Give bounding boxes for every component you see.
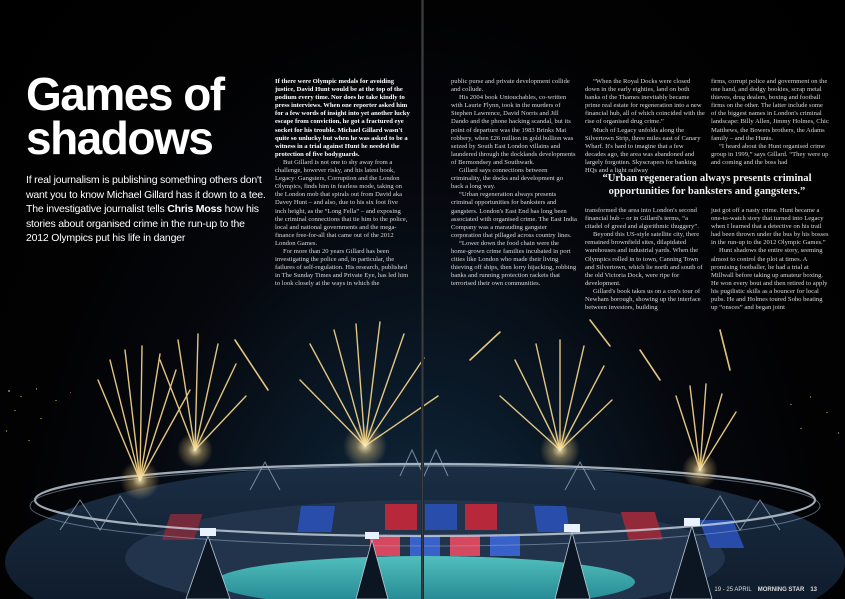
paragraph: just got off a nasty crime. Hunt became a one-to-watch story that turned into Legacy when I learned that a detective on his trail had been thrown under the bus by his bosses in the run-up to the 2012 Olympic Games.”	[711, 207, 829, 247]
pull-quote: “Urban regeneration always presents criminal opportunities for banksters and gangsters.”	[602, 173, 812, 197]
paragraph: Beyond this US-style satellite city, there remained brownfield sites, dilapidated warehouses and industrial yards. When the Olympics rolled in to town, Canning Town and Silvertown, which lie north and south of the old Victoria Dock, were ripe for development.	[585, 231, 703, 287]
paragraph: Much of Legacy unfolds along the Silvertown Strip, three miles east of Canary Wharf. It's hard to imagine that a few decades ago, the area was abandoned and largely forgotten. Skyscrapers for banking HQs and a light railway	[585, 126, 701, 175]
paragraph: “Lower down the food chain were the home-grown crime families incubated in port cities like London who made their living thieving off ships, then lorry hijacking, robbing banks and running protection rackets that terrorised their own communities.	[451, 239, 577, 288]
paragraph: Gillard's book takes us on a con's tour of Newham borough, showing up the interface between investors, building	[585, 287, 701, 312]
page-number: 13	[810, 587, 817, 593]
page-folio	[714, 587, 817, 593]
page-gutter	[421, 0, 424, 599]
paragraph: “I heard about the Hunt organised crime group in 1999,” says Gillard. “They were up and coming and the boss had	[711, 142, 829, 166]
paragraph: firms, corrupt police and government on the one hand, and dodgy bookies, scrap metal thieves, drug dealers, boxing and football firms on the other. The latter include some of the biggest names in London's criminal landscape: Billy Allen, Jimmy Holmes, Chic Matthews, the Bowers brothers, the Adams family – and the Hunts.	[711, 78, 829, 142]
body-column-4-continued	[711, 207, 829, 329]
article-headline	[26, 68, 266, 164]
paragraph: transformed the area into London's second financial hub – or in Gillard's terms, “a citadel of greed and algorithmic thuggery”.	[585, 207, 699, 231]
paragraph: If there were Olympic medals for avoiding justice, David Hunt would be at the top of the podium every time. Nor does he take kindly to press interviews. When one reporter asked him for a few words of insight into yet another lucky escape from conviction, he got a fractured eye socket for his trouble. Michael Gillard wasn't quite so unlucky but when he was asked to be a witness in a trial against Hunt he needed the protection of five bodyguards.	[275, 78, 410, 158]
body-column-3	[585, 78, 705, 175]
firework-left	[98, 346, 190, 480]
paragraph: public purse and private development collide and collude.	[451, 78, 570, 94]
issue-date: 19 - 25 APRIL	[714, 587, 752, 593]
paragraph: Gillard says connections between criminality, the docks and development go back a long way.	[451, 167, 564, 191]
paragraph: His 2004 book Untouchables, co-written with Laurie Flynn, took in the murders of Stephen Lawrence, David Norris and Jill Dando and the phone hacking scandal, but its point of departure was the 1983 Brinks Mat robbery, when £26 million in gold bullion was seized by South East London villains and laundered through the docklands developments of Bermondsey and Southwark.	[451, 94, 576, 166]
paragraph: “When the Royal Docks were closed down in the early eighties, land on both banks of the Thames inevitably became prime real estate for regeneration into a new financial hub, all of which coincided with the rise of organised drug crime.”	[585, 78, 705, 126]
body-column-4	[711, 78, 829, 184]
article-standfirst	[26, 173, 268, 246]
author-name: Chris Moss	[167, 203, 222, 215]
headline-line-2: shadows	[26, 112, 213, 164]
body-column-1	[275, 78, 410, 288]
paragraph: For more than 20 years Gillard has been investigating the police and, in particular, the failures of self-regulation. His research, published in The Sunday Times and Private Eye, has led him to look closely at the ways in which the	[275, 247, 409, 288]
headline-line-1: Games of	[26, 68, 224, 120]
standfirst-text: If real journalism is publishing something others don't want you to know Michael Gillard has it down to a tee. The investigative journalist tells	[26, 174, 266, 215]
paragraph: Hunt shadows the entire story, seeming almost to control the plot at times. A promising footballer, he had a trial at Millwall before taking up amateur boxing. He won every bout and then retired to apply his pugilistic skills as a bouncer for local pubs. He and Holmes toured Soho beating up “onsces” and began joint	[711, 247, 828, 312]
paragraph: But Gillard is not one to shy away from a challenge, however risky, and his latest book, Legacy: Gangsters, Corruption and the London Olympics, finds him in fearless mode, taking on the London mob that spirals out from David aka Davey Hunt – and also, due to his six foot five inch height, as the “Long Fella” – and exposing the criminal connections that tie him to the police, local and national governments and the mega-finance free-for-all that came out of the 2012 London Games.	[275, 158, 408, 247]
body-column-3-continued	[585, 207, 705, 329]
body-column-2	[451, 78, 577, 328]
magazine-name: MORNING STAR	[757, 587, 805, 593]
paragraph: “Urban regeneration always presents criminal opportunities for banksters and gangsters. London's East End has long been associated with organised crime. The East India Company was a marauding gangster corporation that pillaged across country lines.	[451, 191, 577, 239]
standfirst-text-end: how his stories about organised crime in the run-up to the 2012 Olympics put his life in danger	[26, 203, 259, 244]
